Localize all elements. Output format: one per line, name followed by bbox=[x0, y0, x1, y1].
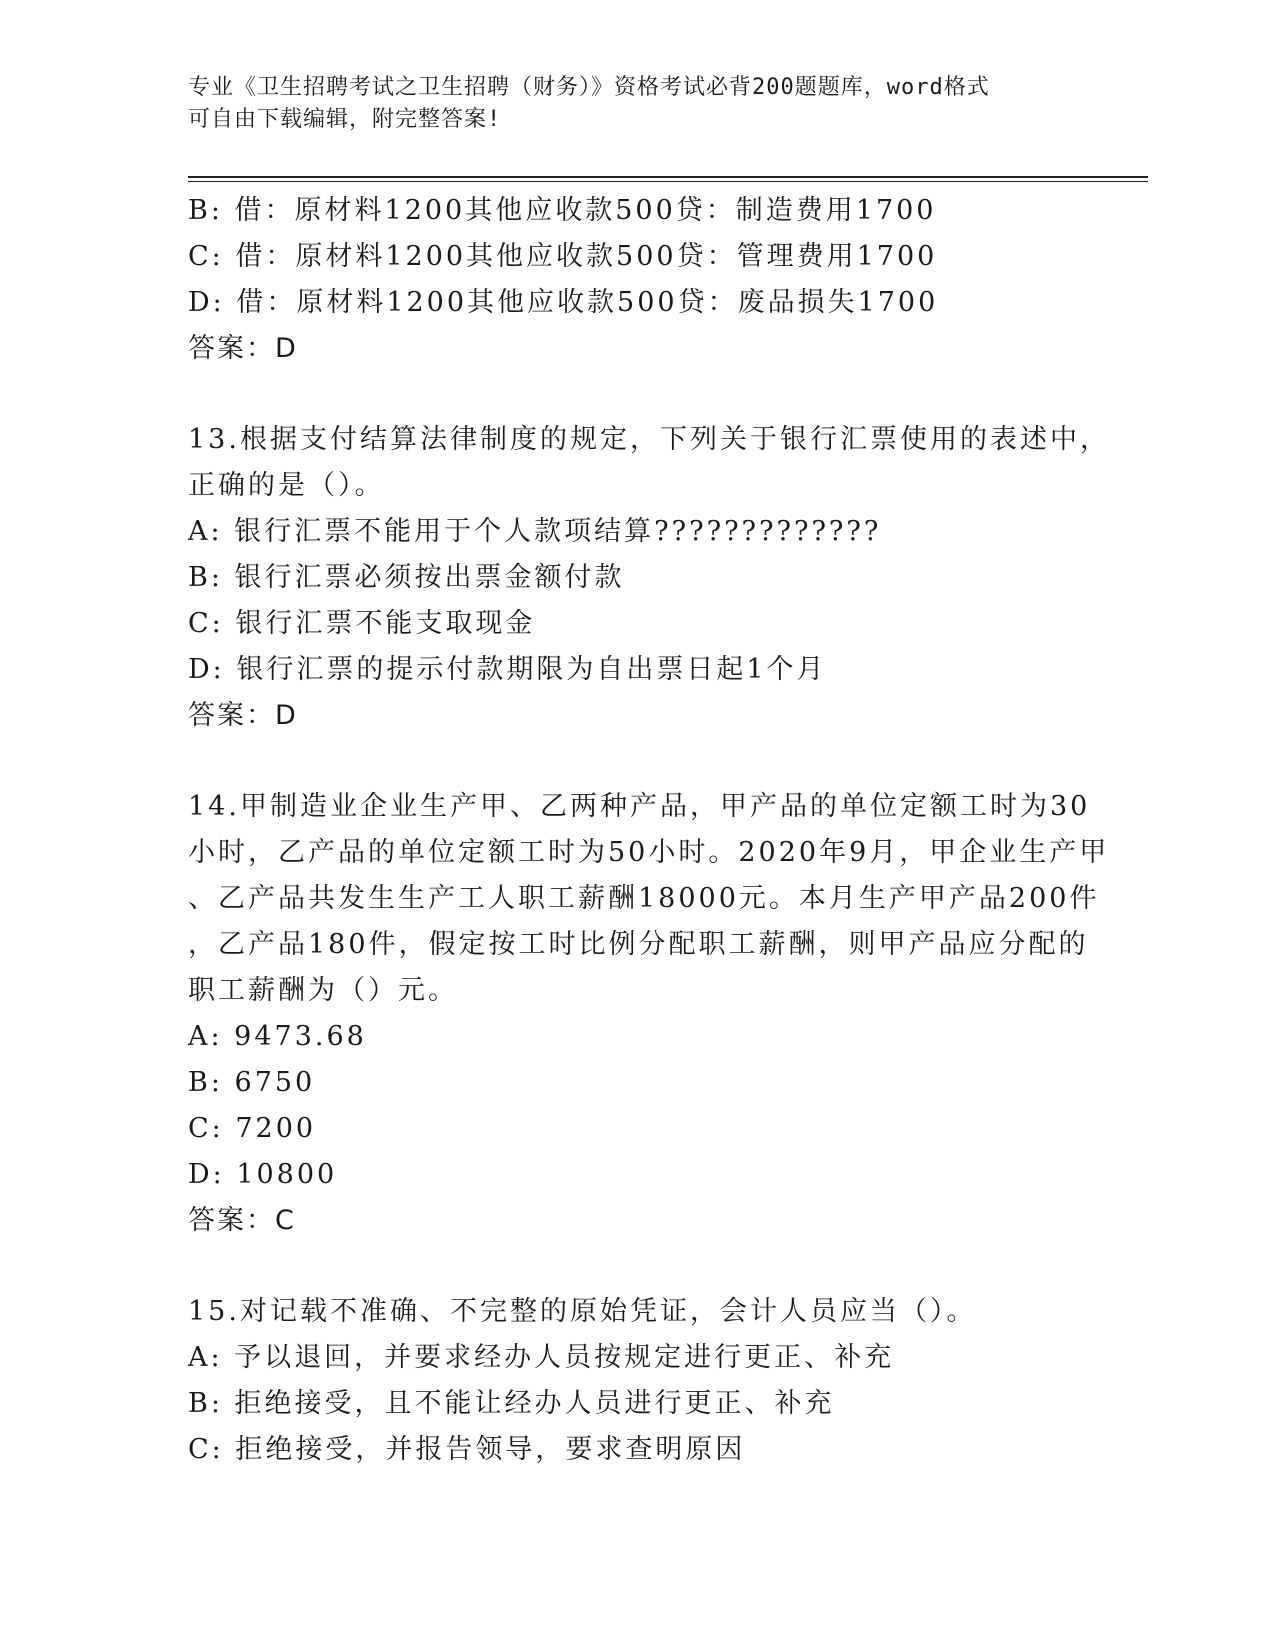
answer-line: 答案：D bbox=[188, 700, 298, 731]
question-spacer bbox=[188, 1244, 1128, 1289]
option-a: A: 9473.68 bbox=[188, 1021, 367, 1052]
option-c: C: 7200 bbox=[188, 1113, 317, 1144]
question-stem-line: 、乙产品共发生生产工人职工薪酬18000元。本月生产甲产品200件 bbox=[188, 883, 1100, 914]
question-block-13 bbox=[188, 417, 1128, 739]
option-b: B: 银行汇票必须按出票金额付款 bbox=[188, 562, 625, 593]
question-block-15 bbox=[188, 1289, 1128, 1473]
answer-line: 答案：C bbox=[188, 1205, 296, 1236]
question-stem-line: 14.甲制造业企业生产甲、乙两种产品，甲产品的单位定额工时为30 bbox=[188, 791, 1091, 822]
option-c: C: 借：原材料1200其他应收款500贷：管理费用1700 bbox=[188, 241, 938, 272]
header-rule-thick bbox=[188, 176, 1148, 178]
document-body bbox=[188, 188, 1128, 1473]
option-d: D: 10800 bbox=[188, 1159, 338, 1190]
question-block-14 bbox=[188, 784, 1128, 1244]
option-d: D: 借：原材料1200其他应收款500贷：废品损失1700 bbox=[188, 287, 939, 318]
header-title-line-2: 可自由下载编辑，附完整答案! bbox=[188, 107, 502, 132]
option-a: A: 银行汇票不能用于个人款项结算????????????? bbox=[188, 516, 882, 547]
question-block-12 bbox=[188, 188, 1128, 372]
option-c: C: 拒绝接受，并报告领导，要求查明原因 bbox=[188, 1434, 746, 1465]
question-spacer bbox=[188, 372, 1128, 417]
header-rule-thin bbox=[188, 181, 1148, 182]
question-stem-line: 13.根据支付结算法律制度的规定，下列关于银行汇票使用的表述中， bbox=[188, 424, 1110, 455]
answer-line: 答案：D bbox=[188, 333, 298, 364]
question-spacer bbox=[188, 739, 1128, 784]
question-stem-line: 正确的是（）。 bbox=[188, 470, 385, 501]
option-d: D: 银行汇票的提示付款期限为自出票日起1个月 bbox=[188, 654, 827, 685]
question-stem-line: 15.对记载不准确、不完整的原始凭证，会计人员应当（）。 bbox=[188, 1296, 977, 1327]
option-c: C: 银行汇票不能支取现金 bbox=[188, 608, 536, 639]
option-b: B: 6750 bbox=[188, 1067, 316, 1098]
header-title-line-1: 专业《卫生招聘考试之卫生招聘（财务）》资格考试必背200题题库，word格式 bbox=[188, 75, 990, 100]
question-stem-line: 小时，乙产品的单位定额工时为50小时。2020年9月，甲企业生产甲 bbox=[188, 837, 1110, 868]
option-a: A: 予以退回，并要求经办人员按规定进行更正、补充 bbox=[188, 1342, 895, 1373]
question-stem-line: ，乙产品180件，假定按工时比例分配职工薪酬，则甲产品应分配的 bbox=[188, 929, 1089, 960]
document-header bbox=[188, 72, 1088, 136]
option-b: B: 借：原材料1200其他应收款500贷：制造费用1700 bbox=[188, 195, 937, 226]
option-b: B: 拒绝接受，且不能让经办人员进行更正、补充 bbox=[188, 1388, 835, 1419]
question-stem-line: 职工薪酬为（）元。 bbox=[188, 975, 458, 1006]
